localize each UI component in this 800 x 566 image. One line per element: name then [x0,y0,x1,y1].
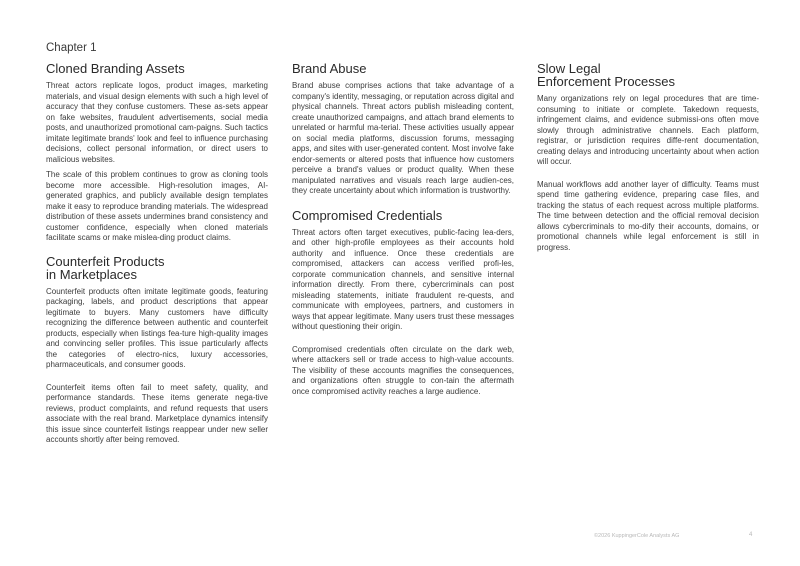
section-heading-slow-legal-enforcement: Slow Legal Enforcement Processes [537,61,676,89]
paragraph: Threat actors often target executives, public-facing lea-ders, and other high-profile employees as their accounts hold authority and influence. Once these credentials are compromised, attackers can access verified profi-les, corporate communication channels, and sensitive internal information directly. From there, cybercriminals can post misleading statements, initiate fraudulent re-quests, and communicate with employees, partners, and customers in ways that appear legitimate. Many users trust these messages without questioning their origin. [292,227,514,331]
column-2 [292,62,514,397]
paragraph: Counterfeit products often imitate legitimate goods, featuring packaging, labels, and product descriptions that appear legitimate to buyers. Many customers have difficulty recognizing the difference between authentic and counterfeit products, especially when listings fea-ture high-quality images and convincing seller profiles. This issue particularly affects the categories of electro-nics, luxury accessories, pharmaceuticals, and consumer goods. [46,286,268,369]
section-heading-counterfeit-products: Counterfeit Products in Marketplaces [46,253,165,282]
section-heading-cloned-branding: Cloned Branding Assets [46,61,185,76]
paragraph: Compromised credentials often circulate on the dark web, where attackers sell or trade access to high-value accounts. The visibility of these accounts magnifies the consequences, and organizations often struggle to con-tain the aftermath once compromised activity reaches a large audience. [292,344,514,396]
section-heading-brand-abuse: Brand Abuse [292,61,367,76]
paragraph: Threat actors replicate logos, product images, marketing materials, and visual design elements with such a high level of accuracy that they confuse customers. These as-sets appear on fake websites, fraudulent advertisements, social media posts, and unauthorized promotional cam-paigns. Such tactics imitate legitimate brands' look and feel to influence purchasing decisions, collect personal information, or direct users to malicious websites. [46,81,268,164]
page-number: 4 [749,532,753,538]
paragraph: The scale of this problem continues to grow as cloning tools become more accessible. High-resolution images, AI-generated graphics, and publicly available design templates make it easy to reproduce branding materials. The widespread distribution of these assets undermines brand consistency and customer confidence, especially when cloned materials facilitate scams or make mislea-ding product claims. [46,170,268,242]
paragraph: Many organizations rely on legal procedures that are time-consuming to initiate or complete. Takedown requests, infringement claims, and evidence submissi-ons often move slowly through administrative channels. Each platform, registrar, or jurisdiction requires diffe-rent documentation, creating delays and introducing uncertainty about when action will occur. [537,94,759,166]
column-1 [46,62,268,446]
paragraph: Brand abuse comprises actions that take advantage of a company's identity, messaging, or reputation across digital and physical channels. Threat actors publish misleading content, create unauthorized campaigns, and attach brand elements to unrelated or harmful ma-terial. These activities usually appear on social media platforms, discussion forums, messaging apps, and sites with user-generated content. Most involve fake endor-sements or altered posts that influence how customers perceive a brand's values or product quality. When these manipulated narratives and visuals reach large audien-ces, they create uncertainty about which information is trustworthy. [292,81,514,195]
chapter-label: Chapter 1 [46,42,97,54]
paragraph: Counterfeit items often fail to meet safety, quality, and performance standards. These items generate nega-tive reviews, product complaints, and refund requests that users associate with the real brand. Marketplace dynamics intensify this issue since counterfeit listings reappear under new seller accounts shortly after being removed. [46,382,268,444]
paragraph: Manual workflows add another layer of difficulty. Teams must spend time gathering evidence, preparing case files, and tracking the status of each request across multiple platforms. The time between detection and the official removal decision allows cybercriminals to mo-dify their accounts, domains, or promotional channels while legal enforcement is still in progress. [537,179,759,252]
section-heading-compromised-credentials: Compromised Credentials [292,207,443,223]
column-3 [537,62,759,253]
footer-copyright: ©2026 KuppingerCole Analysts AG [594,533,680,539]
